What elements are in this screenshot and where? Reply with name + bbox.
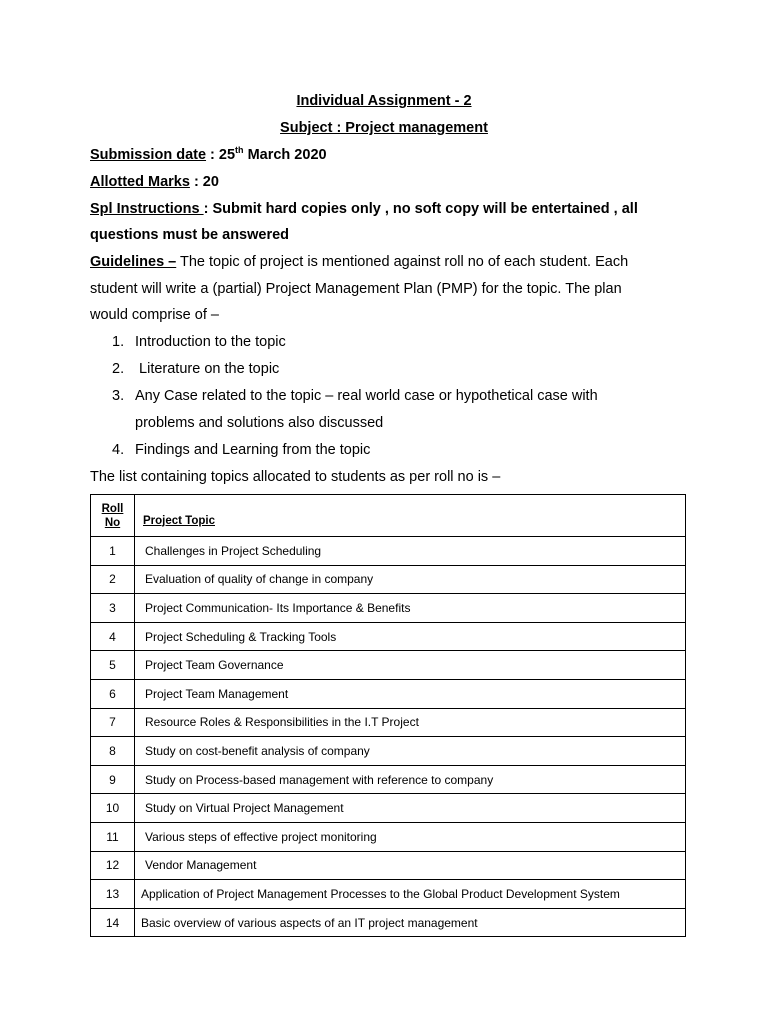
roll-header-line-2: No bbox=[104, 516, 121, 529]
table-row bbox=[91, 651, 686, 680]
table-row bbox=[91, 565, 686, 594]
topic-cell: Vendor Management bbox=[135, 851, 686, 880]
roll-cell: 3 bbox=[91, 594, 135, 623]
project-topic-header: Project Topic bbox=[135, 495, 686, 537]
table-row bbox=[91, 880, 686, 909]
table-row bbox=[91, 851, 686, 880]
plan-item-3-number: 3. bbox=[112, 388, 125, 404]
plan-item-4-number: 4. bbox=[112, 442, 125, 458]
roll-cell: 11 bbox=[91, 822, 135, 851]
topic-cell: Project Communication- Its Importance & Benefits bbox=[135, 594, 686, 623]
topic-cell: Application of Project Management Processes to the Global Product Development System bbox=[135, 880, 686, 909]
instructions-text-1: : Submit hard copies only , no soft copy will be entertained , all bbox=[203, 201, 638, 217]
roll-cell: 5 bbox=[91, 651, 135, 680]
topic-cell: Evaluation of quality of change in company bbox=[135, 565, 686, 594]
roll-cell: 14 bbox=[91, 908, 135, 937]
roll-cell: 10 bbox=[91, 794, 135, 823]
topic-cell: Various steps of effective project monitoring bbox=[135, 822, 686, 851]
assignment-title: Individual Assignment - 2 bbox=[296, 93, 472, 109]
topic-cell: Study on cost-benefit analysis of company bbox=[135, 737, 686, 766]
topics-table bbox=[90, 494, 686, 937]
table-row bbox=[91, 794, 686, 823]
table-row bbox=[91, 594, 686, 623]
roll-cell: 12 bbox=[91, 851, 135, 880]
topic-list-intro: The list containing topics allocated to students as per roll no is – bbox=[90, 469, 501, 485]
roll-header-line-1: Roll bbox=[101, 502, 124, 515]
instructions-label: Spl Instructions bbox=[90, 201, 204, 217]
roll-no-header bbox=[91, 495, 135, 537]
roll-cell: 7 bbox=[91, 708, 135, 737]
roll-cell: 13 bbox=[91, 880, 135, 909]
roll-cell: 8 bbox=[91, 737, 135, 766]
roll-cell: 4 bbox=[91, 622, 135, 651]
topic-cell: Basic overview of various aspects of an IT project management bbox=[135, 908, 686, 937]
allotted-marks-label: Allotted Marks bbox=[90, 174, 190, 190]
topic-cell: Study on Virtual Project Management bbox=[135, 794, 686, 823]
submission-date-suffix: March 2020 bbox=[243, 147, 327, 163]
topic-cell: Study on Process-based management with reference to company bbox=[135, 765, 686, 794]
instructions-line-1 bbox=[90, 201, 690, 217]
plan-item-1-text: Introduction to the topic bbox=[135, 334, 286, 350]
plan-item-4-text: Findings and Learning from the topic bbox=[135, 442, 371, 458]
roll-cell: 9 bbox=[91, 765, 135, 794]
topic-cell: Project Team Governance bbox=[135, 651, 686, 680]
table-row bbox=[91, 622, 686, 651]
allotted-marks-line bbox=[90, 174, 690, 190]
guidelines-text-1: The topic of project is mentioned against roll no of each student. Each bbox=[176, 254, 629, 270]
table-row bbox=[91, 908, 686, 937]
subject-line: Subject : Project management bbox=[280, 120, 488, 136]
plan-item-2-text: Literature on the topic bbox=[135, 361, 280, 377]
guidelines-line-1 bbox=[90, 254, 690, 270]
table-header-row bbox=[91, 495, 686, 537]
guidelines-label: Guidelines – bbox=[90, 254, 177, 270]
topic-cell: Project Team Management bbox=[135, 679, 686, 708]
submission-date-prefix: : 25 bbox=[206, 147, 236, 163]
table-row bbox=[91, 679, 686, 708]
topic-cell: Project Scheduling & Tracking Tools bbox=[135, 622, 686, 651]
table-row bbox=[91, 737, 686, 766]
roll-cell: 1 bbox=[91, 537, 135, 566]
table-row bbox=[91, 765, 686, 794]
submission-date-sup: th bbox=[235, 145, 244, 155]
plan-item-3-text: Any Case related to the topic – real world case or hypothetical case with bbox=[135, 388, 598, 404]
table-row bbox=[91, 708, 686, 737]
roll-cell: 6 bbox=[91, 679, 135, 708]
topic-cell: Resource Roles & Responsibilities in the I.T Project bbox=[135, 708, 686, 737]
guidelines-line-3: would comprise of – bbox=[90, 307, 219, 323]
allotted-marks-value: : 20 bbox=[189, 174, 219, 190]
table-row bbox=[91, 537, 686, 566]
plan-item-2-number: 2. bbox=[112, 361, 125, 377]
submission-date-line bbox=[90, 147, 690, 163]
topic-cell: Challenges in Project Scheduling bbox=[135, 537, 686, 566]
table-row bbox=[91, 822, 686, 851]
plan-item-1-number: 1. bbox=[112, 334, 125, 350]
roll-cell: 2 bbox=[91, 565, 135, 594]
plan-item-3-text-cont: problems and solutions also discussed bbox=[135, 415, 384, 431]
submission-date-label: Submission date bbox=[90, 147, 207, 163]
guidelines-line-2: student will write a (partial) Project Management Plan (PMP) for the topic. The plan bbox=[90, 281, 622, 297]
instructions-line-2: questions must be answered bbox=[90, 227, 290, 243]
